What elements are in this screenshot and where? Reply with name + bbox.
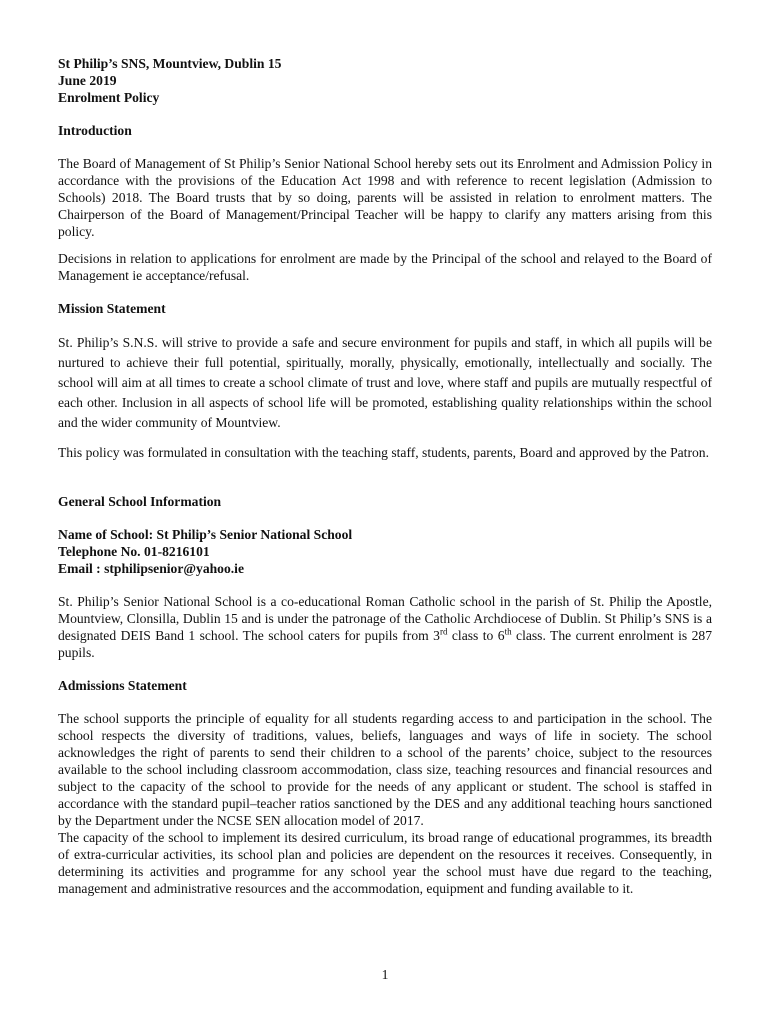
admissions-heading: Admissions Statement (58, 678, 187, 693)
general-info-heading: General School Information (58, 494, 222, 509)
school-description-part-a: St. Philip’s Senior National School is a co-educational Roman Catholic school in the parish of St. Philip the Apostle, Mountview, Clonsilla, Dublin 15 and is under the patronage of the Catholic Archdiocese of Dublin. St Philip’s SNS is a designated DEIS Band 1 school. The school caters for pupils from 3 (58, 594, 712, 643)
mission-paragraph-2: This policy was formulated in consultation with the teaching staff, students, parents, Board and approved by the Patron. (58, 445, 709, 460)
school-line: St Philip’s SNS, Mountview, Dublin 15 (58, 56, 282, 71)
policy-date: June 2019 (58, 73, 117, 88)
page-number: 1 (381, 967, 389, 982)
admissions-paragraph-1: The school supports the principle of equality for all students regarding access to and participation in the school. The school respects the diversity of traditions, values, beliefs, languages and ways of life in society. The school acknowledges the right of parents to send their children to a school of the parents’ choice, subject to the resources available to the school including classroom accommodation, class size, teaching resources and financial resources and subject to the capacity of the school to provide for the needs of any applicant or student. The school is staffed in accordance with the standard pupil–teacher ratios sanctioned by the DES and any additional teaching hours sanctioned by the Department under the NCSE SEN allocation model of 2017. (58, 711, 712, 828)
mission-paragraph-1: St. Philip’s S.N.S. will strive to provide a safe and secure environment for pupils and staff, in which all pupils will be nurtured to achieve their full potential, spiritually, morally, physically, emotionally, intellectually and socially. The school will aim at all times to create a school climate of trust and love, where staff and pupils are mutually respectful of each other. Inclusion in all aspects of school life will be promoted, establishing quality relationships within the school and the wider community of Mountview. (58, 335, 712, 430)
mission-heading: Mission Statement (58, 301, 166, 316)
email-line: Email : stphilipsenior@yahoo.ie (58, 561, 244, 576)
document-body (58, 55, 712, 897)
introduction-heading: Introduction (58, 123, 132, 138)
introduction-paragraph-1: The Board of Management of St Philip’s Senior National School hereby sets out its Enrolment and Admission Policy in accordance with the provisions of the Education Act 1998 and with reference to recent legislation (Admission to Schools) 2018. The Board trusts that by so doing, parents will be assisted in relation to enrolment matters. The Chairperson of the Board of Management/Principal Teacher will be happy to clarify any matters arising from this policy. (58, 156, 712, 239)
ordinal-th: th (504, 626, 512, 637)
telephone-line: Telephone No. 01-8216101 (58, 544, 210, 559)
school-description (58, 593, 712, 661)
admissions-paragraph-2: The capacity of the school to implement its desired curriculum, its broad range of educational programmes, its breadth of extra-curricular activities, its school plan and policies are dependent on the resources it receives. Consequently, in determining its activities and programme for any school year the school must have due regard to the teaching, management and administrative resources and the accommodation, equipment and funding available to it. (58, 830, 712, 896)
policy-title: Enrolment Policy (58, 90, 160, 105)
school-description-part-b: class to 6 (447, 628, 505, 643)
ordinal-rd: rd (439, 626, 448, 637)
introduction-paragraph-2: Decisions in relation to applications for enrolment are made by the Principal of the school and relayed to the Board of Management ie acceptance/refusal. (58, 251, 712, 283)
school-description-part-c: class. The current enrolment is 287 pupils. (58, 628, 713, 660)
school-name-line: Name of School: St Philip’s Senior National School (58, 527, 353, 542)
